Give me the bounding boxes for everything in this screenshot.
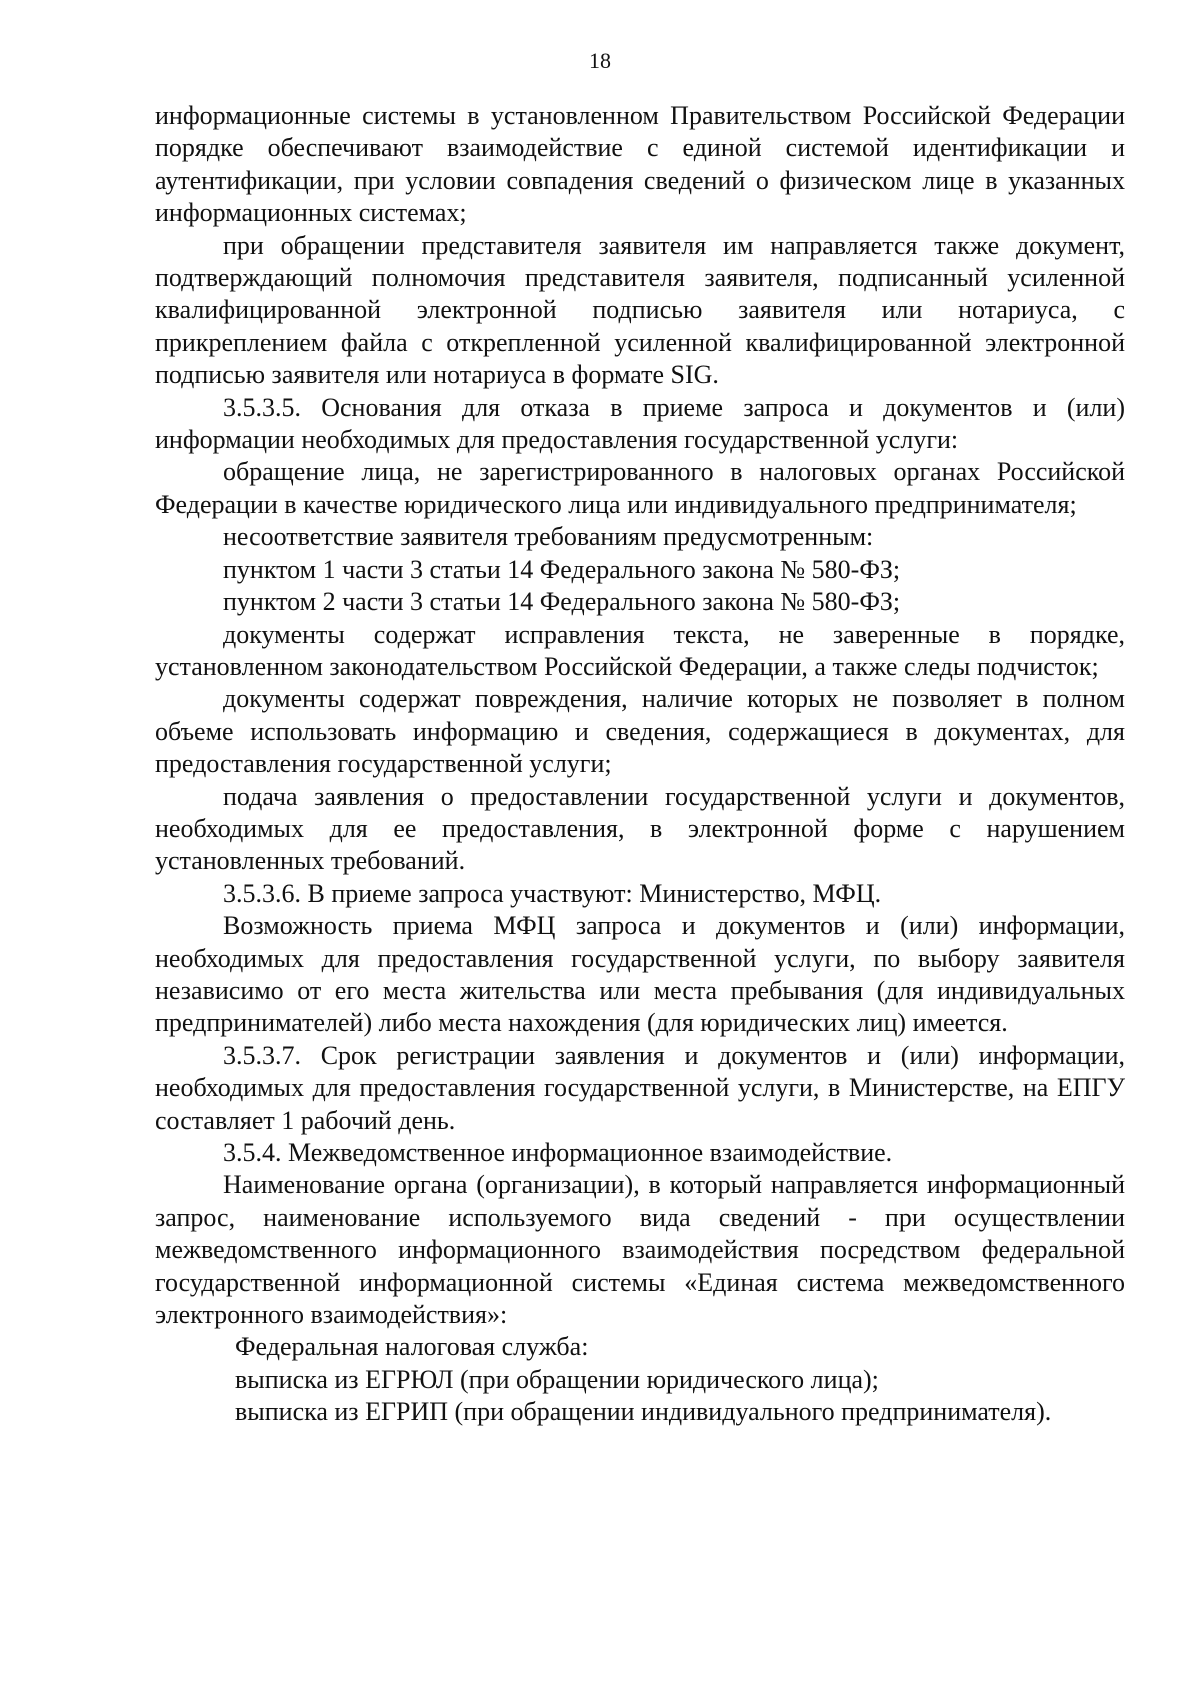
paragraph-tax-service: Федеральная налоговая служба:	[235, 1332, 589, 1362]
paragraph-refusal-reason: документы содержат повреждения, наличие которых не позволяет в полном объеме использовать информацию и сведения, содержащиеся в документах, для предоставления государственной услуги;	[155, 684, 1125, 779]
paragraph-3-5-4: 3.5.4. Межведомственное информационное взаимодействие.	[223, 1138, 893, 1167]
paragraph-3-5-3-6: 3.5.3.6. В приеме запроса участвуют: Министерство, МФЦ.	[223, 878, 882, 908]
paragraph-egrip-extract: выписка из ЕГРИП (при обращении индивидуального предпринимателя).	[235, 1397, 1052, 1427]
paragraph-3-5-3-5: 3.5.3.5. Основания для отказа в приеме запроса и документов и (или) информации необходимых для предоставления государственной услуги:	[155, 392, 1125, 455]
paragraph-refusal-reason: документы содержат исправления текста, не заверенные в порядке, установленном законодательством Российской Федерации, а также следы подчисток;	[155, 619, 1125, 681]
paragraph-representative: при обращении представителя заявителя им направляется также документ, подтверждающий полномочия представителя заявителя, подписанный усиленной квалифицированной электронной подписью заявителя или нотариуса, с прикреплением файла с открепленной усиленной квалифицированной электронной подписью заявителя или нотариуса в формате SIG.	[155, 230, 1125, 390]
paragraph-interagency-request: Наименование органа (организации), в который направляется информационный запрос, наименование используемого вида сведений - при осуществлении межведомственного информационного взаимодействия посредством федеральной государственной информационной системы «Единая система межведомственного электронного взаимодействия»:	[155, 1170, 1125, 1330]
document-body	[155, 100, 1125, 1429]
paragraph-refusal-reason: подача заявления о предоставлении государственной услуги и документов, необходимых для ее предоставления, в электронной форме с нарушением установленных требований.	[155, 781, 1125, 876]
paragraph-egrul-extract: выписка из ЕГРЮЛ (при обращении юридического лица);	[235, 1364, 879, 1394]
paragraph-mfc-acceptance: Возможность приема МФЦ запроса и документов и (или) информации, необходимых для предоставления государственной услуги, по выбору заявителя независимо от его места жительства или места пребывания (для индивидуальных предпринимателей) либо места нахождения (для юридических лиц) имеется.	[155, 911, 1125, 1038]
paragraph-continuation: информационные системы в установленном Правительством Российской Федерации порядке обеспечивают взаимодействие с единой системой идентификации и аутентификации, при условии совпадения сведений о физическом лице в указанных информационных системах;	[155, 101, 1125, 228]
paragraph-refusal-reason: пунктом 2 части 3 статьи 14 Федерального закона № 580-ФЗ;	[223, 587, 901, 617]
page-number: 18	[589, 48, 611, 73]
paragraph-refusal-reason: несоответствие заявителя требованиям предусмотренным:	[223, 522, 874, 552]
paragraph-refusal-reason: обращение лица, не зарегистрированного в налоговых органах Российской Федерации в качестве юридического лица или индивидуального предпринимателя;	[155, 457, 1125, 519]
paragraph-3-5-3-7: 3.5.3.7. Срок регистрации заявления и документов и (или) информации, необходимых для предоставления государственной услуги, в Министерстве, на ЕПГУ составляет 1 рабочий день.	[155, 1040, 1125, 1135]
paragraph-refusal-reason: пунктом 1 части 3 статьи 14 Федерального закона № 580-ФЗ;	[223, 554, 901, 584]
